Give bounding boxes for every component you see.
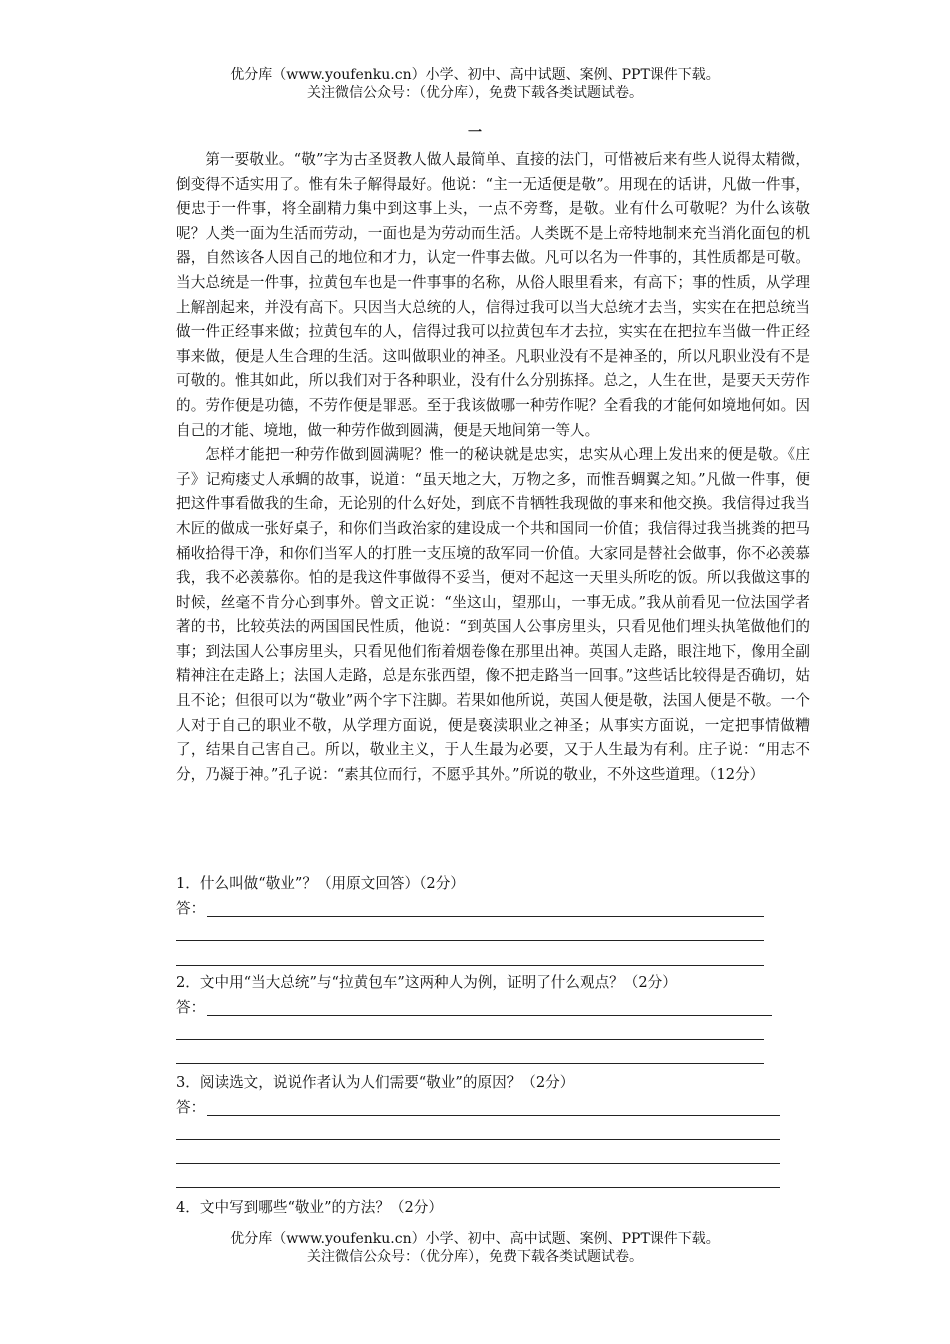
reading-passage [176,148,810,787]
passage-paragraph-1: 第一要敬业。“敬”字为古圣贤教人做人最简单、直接的法门，可惜被后来有些人说得太精微，倒变得不适实用了。惟有朱子解得最好。他说：“主一无适便是敬”。用现在的话讲，凡做一件事，便忠于一件事，将全副精力集中到这事上头，一点不旁骛，是敬。业有什么可敬呢？为什么该敬呢？人类一面为生活而劳动，一面也是为劳动而生活。人类既不是上帝特地制来充当消化面包的机器，自然该各人因自己的地位和才力，认定一件事去做。凡可以名为一件事的，其性质都是可敬。当大总统是一件事，拉黄包车也是一件事事的名称，从俗人眼里看来，有高下；事的性质，从学理上解剖起来，并没有高下。只因当大总统的人，信得过我可以当大总统才去当，实实在在把总统当做一件正经事来做；拉黄包车的人，信得过我可以拉黄包车才去拉，实实在在把拉车当做一件正经事来做，便是人生合理的生活。这叫做职业的神圣。凡职业没有不是神圣的，所以凡职业没有不是可敬的。惟其如此，所以我们对于各种职业，没有什么分别拣择。总之，人生在世，是要天天劳作的。劳作便是功德，不劳作便是罪恶。至于我该做哪一种劳作呢？全看我的才能何如境地何如。因自己的才能、境地，做一种劳作做到圆满，便是天地间第一等人。 [176,151,810,439]
footer-line-2: 关注微信公众号：（优分库），免费下载各类试题试卷。 [307,1249,643,1265]
answer-3-line-4[interactable] [176,1187,780,1188]
answer-3-line-2[interactable] [176,1139,780,1140]
question-4 [176,1198,443,1218]
answer-1-label: 答： [176,900,206,917]
answer-2-label: 答： [176,999,206,1016]
footer-line-1: 优分库（www.youfenku.cn）小学、初中、高中试题、案例、PPT课件下载。 [230,1231,720,1247]
question-4-text: 4．文中写到哪些“敬业”的方法？（2分） [176,1199,443,1216]
question-1 [176,874,465,894]
question-3-text: 3．阅读选文，说说作者认为人们需要“敬业”的原因？（2分） [176,1074,575,1091]
answer-1-line-2[interactable] [176,940,764,941]
page-header [0,66,950,102]
header-line-1: 优分库（www.youfenku.cn）小学、初中、高中试题、案例、PPT课件下载。 [230,67,720,83]
question-1-text: 1．什么叫做“敬业”？（用原文回答）（2分） [176,875,465,892]
answer-3-line-3[interactable] [176,1163,780,1164]
page-footer [0,1230,950,1266]
answer-1-line-3[interactable] [176,965,764,966]
answer-2-line-1[interactable] [207,1015,772,1016]
question-2-text: 2．文中用“当大总统”与“拉黄包车”这两种人为例，证明了什么观点？（2分） [176,974,677,991]
question-3 [176,1073,574,1093]
section-number: 一 [468,125,482,141]
answer-2-line-2[interactable] [176,1039,764,1040]
answer-3-line-1[interactable] [207,1115,780,1116]
answer-1-line-1[interactable] [207,916,764,917]
passage-paragraph-2: 怎样才能把一种劳作做到圆满呢？惟一的秘诀就是忠实，忠实从心理上发出来的便是敬。《庄子》记痀瘘丈人承蜩的故事，说道：“虽天地之大，万物之多，而惟吾蜩翼之知。”凡做一件事，便把这件事看做我的生命，无论别的什么好处，到底不肯牺牲我现做的事来和他交换。我信得过我当木匠的做成一张好桌子，和你们当政治家的建设成一个共和国同一价值；我信得过我当挑粪的把马桶收拾得干净，和你们当军人的打胜一支压境的敌军同一价值。大家同是替社会做事，你不必羡慕我，我不必羡慕你。怕的是我这件事做得不妥当，便对不起这一天里头所吃的饭。所以我做这事的时候，丝毫不肯分心到事外。曾文正说：“坐这山，望那山，一事无成。”我从前看见一位法国学者著的书，比较英法的两国国民性质，他说：“到英国人公事房里头，只看见他们埋头执笔做他们的事；到法国人公事房里头，只看见他们衔着烟卷像在那里出神。英国人走路，眼注地下，像用全副精神注在走路上；法国人走路，总是东张西望，像不把走路当一回事。”这些话比较得是否确切，姑且不论；但很可以为“敬业”两个字下注脚。若果如他所说，英国人便是敬，法国人便是不敬。一个人对于自己的职业不敬，从学理方面说，便是亵渎职业之神圣；从事实方面说，一定把事情做糟了，结果自己害自己。所以，敬业主义，于人生最为必要，又于人生最为有利。庄子说：“用志不分，乃凝于神。”孔子说：“素其位而行，不愿乎其外。”所说的敬业，不外这些道理。（12分） [176,446,810,783]
question-2 [176,973,677,993]
answer-2-line-3[interactable] [176,1063,764,1064]
answer-3-label: 答： [176,1099,206,1116]
header-line-2: 关注微信公众号：（优分库），免费下载各类试题试卷。 [307,85,643,101]
